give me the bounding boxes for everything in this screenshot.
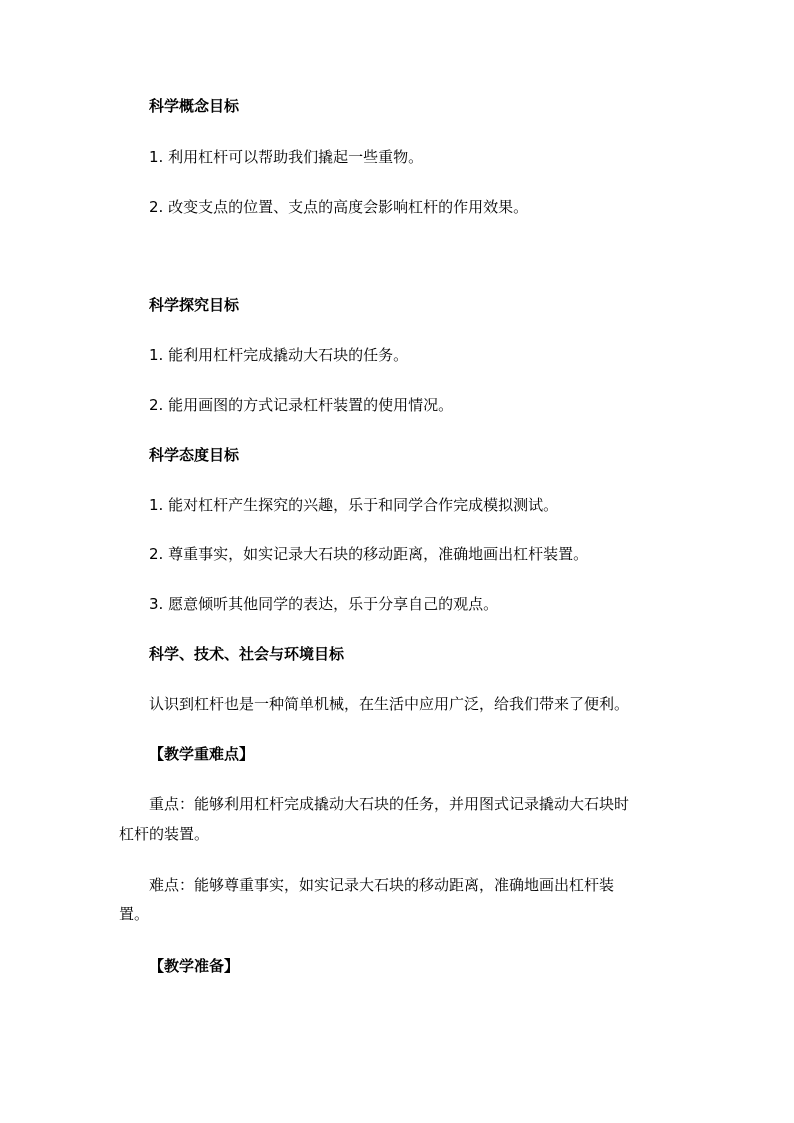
inquiry-item-2: 2. 能用画图的方式记录杠杆装置的使用情况。 xyxy=(149,396,454,414)
concept-heading: 科学概念目标 xyxy=(149,97,240,115)
key-difficult-heading: 【教学重难点】 xyxy=(149,745,255,763)
attitude-item-3: 3. 愿意倾听其他同学的表达，乐于分享自己的观点。 xyxy=(149,595,499,613)
difficult-point-line-1: 难点：能够尊重事实，如实记录大石块的移动距离，准确地画出杠杆装 xyxy=(149,876,615,894)
attitude-item-2: 2. 尊重事实，如实记录大石块的移动距离，准确地画出杠杆装置。 xyxy=(149,545,589,563)
key-point-line-1: 重点：能够利用杠杆完成撬动大石块的任务，并用图式记录撬动大石块时 xyxy=(149,795,630,813)
concept-item-2: 2. 改变支点的位置、支点的高度会影响杠杆的作用效果。 xyxy=(149,198,529,216)
preparation-heading: 【教学准备】 xyxy=(149,957,240,975)
attitude-heading: 科学态度目标 xyxy=(149,446,240,464)
stse-text: 认识到杠杆也是一种简单机械，在生活中应用广泛，给我们带来了便利。 xyxy=(149,695,630,713)
stse-heading: 科学、技术、社会与环境目标 xyxy=(149,645,345,663)
difficult-point-line-2: 置。 xyxy=(119,905,150,923)
attitude-item-1: 1. 能对杠杆产生探究的兴趣，乐于和同学合作完成模拟测试。 xyxy=(149,496,559,514)
concept-item-1: 1. 利用杠杆可以帮助我们撬起一些重物。 xyxy=(149,148,424,166)
key-point-line-2: 杠杆的装置。 xyxy=(119,825,210,843)
inquiry-heading: 科学探究目标 xyxy=(149,296,240,314)
inquiry-item-1: 1. 能利用杠杆完成撬动大石块的任务。 xyxy=(149,346,409,364)
